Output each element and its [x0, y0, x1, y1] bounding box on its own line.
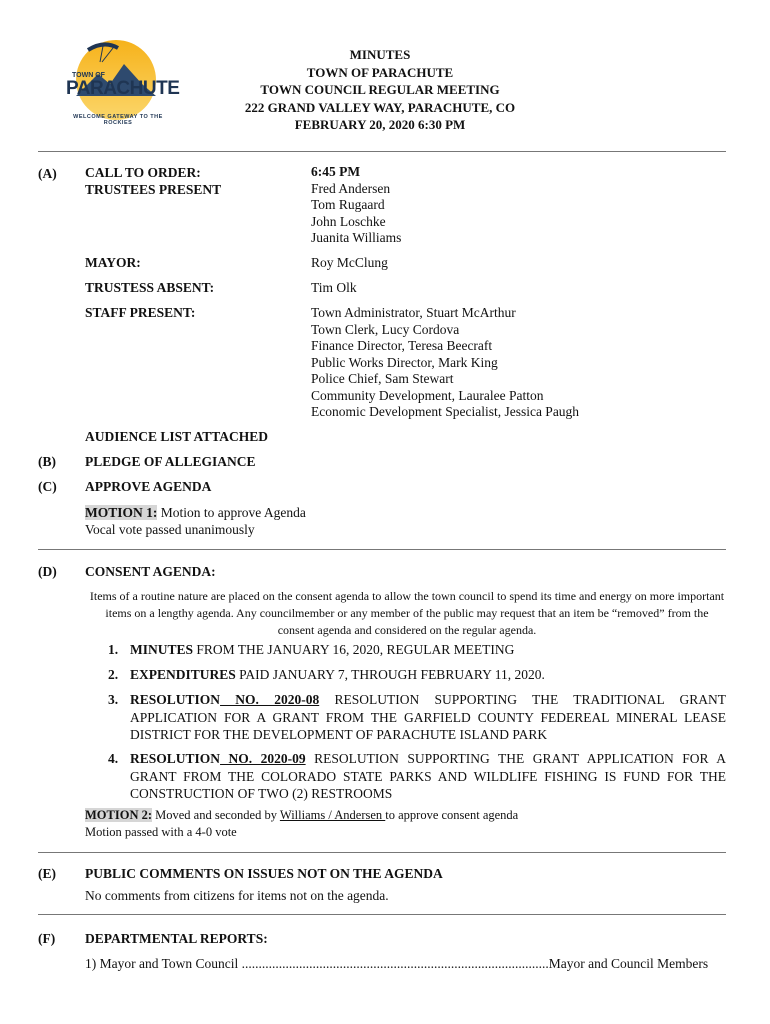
divider: [38, 151, 726, 152]
motion-1: [85, 505, 306, 521]
trustee-name: Juanita Williams: [311, 230, 402, 245]
absent-name: Tim Olk: [311, 280, 357, 295]
resolution-number: NO. 2020-08: [220, 692, 320, 707]
section-letter-d: (D): [38, 564, 57, 579]
staff-member: Public Works Director, Mark King: [311, 354, 498, 370]
report-item-title: Mayor and Town Council: [99, 956, 239, 971]
staff-label: STAFF PRESENT:: [85, 305, 196, 320]
call-time: 6:45 PM: [311, 164, 361, 179]
trustee-name: Fred Andersen: [311, 180, 391, 196]
motion-2: [85, 808, 518, 823]
motion-2-vote: Motion passed with a 4-0 vote: [85, 825, 237, 839]
consent-agenda-intro: Items of a routine nature are placed on the consent agenda to allow the town council to spend its time and energy on more important items on a lengthy agenda. Any councilmember or any member of the public may request that an item be “removed” from the consent agenda and considered on the regular agenda.: [89, 589, 725, 637]
item-text: FROM THE JANUARY 16, 2020, REGULAR MEETING: [193, 642, 515, 657]
consent-agenda-label: CONSENT AGENDA:: [85, 564, 216, 579]
section-letter-b: (B): [38, 454, 56, 469]
label-call-to-order: CALL TO ORDER:: [85, 165, 201, 180]
motion-2-text: Moved and seconded by: [152, 808, 280, 822]
item-number: 4.: [108, 751, 119, 766]
report-item: [85, 956, 721, 972]
item-text: PAID JANUARY 7, THROUGH FEBRUARY 11, 2020.: [235, 667, 545, 682]
item-title: EXPENDITURES: [130, 667, 236, 682]
mayor-name: Roy McClung: [311, 255, 388, 270]
staff-member: Town Administrator, Stuart McArthur: [311, 305, 516, 320]
mayor-label: MAYOR:: [85, 255, 141, 270]
departmental-reports-label: DEPARTMENTAL REPORTS:: [85, 931, 268, 946]
item-text: RESOLUTION SUPPORTING THE TRADITIONAL GRANT APPLICATION FOR A GRANT FROM THE GARFIELD COUNTY FEDEREAL MINERAL LEASE DISTRICT FOR THE DEVELOPMENT OF PARACHUTE ISLAND PARK: [130, 692, 726, 742]
staff-member: Community Development, Lauralee Patton: [311, 387, 544, 403]
item-number: 3.: [108, 692, 119, 707]
divider: [38, 549, 726, 550]
staff-member: Finance Director, Teresa Beecraft: [311, 338, 493, 353]
divider: [38, 852, 726, 853]
resolution-number: NO. 2020-09: [220, 751, 306, 766]
section-letter-e: (E): [38, 866, 56, 881]
trustee-name: John Loschke: [311, 213, 386, 229]
call-to-order-label: [85, 164, 221, 198]
motion-1-vote: Vocal vote passed unanimously: [85, 522, 255, 537]
section-letter-c: (C): [38, 479, 57, 494]
item-title: MINUTES: [130, 642, 194, 657]
staff-member: Town Clerk, Lucy Cordova: [311, 321, 460, 337]
logo-town-of: TOWN OF: [72, 72, 105, 79]
trustees-list: [311, 164, 401, 247]
section-letter-a: (A): [38, 166, 57, 181]
logo-tagline: WELCOME GATEWAY TO THE ROCKIES: [73, 114, 163, 126]
town-logo: [58, 34, 178, 149]
motion-1-label: MOTION 1:: [85, 505, 158, 520]
section-letter-f: (F): [38, 931, 56, 946]
item-text: RESOLUTION SUPPORTING THE GRANT APPLICATION FOR A GRANT FROM THE COLORADO STATE PARKS AND WILDLIFE FISHING IS FUND FOR THE CONSTRUCTION OF TWO (2) RESTROOMS: [130, 751, 726, 801]
public-comments-text: No comments from citizens for items not on the agenda.: [85, 888, 389, 903]
approve-agenda-label: APPROVE AGENDA: [85, 479, 212, 494]
document-header: [230, 46, 530, 134]
pledge-label: PLEDGE OF ALLEGIANCE: [85, 454, 256, 469]
audience-list-note: AUDIENCE LIST ATTACHED: [85, 429, 269, 444]
item-number: 2.: [108, 667, 119, 682]
divider: [38, 914, 726, 915]
staff-member: Police Chief, Sam Stewart: [311, 371, 454, 386]
motion-2-names: Williams / Andersen: [279, 808, 386, 822]
absent-label: TRUSTESS ABSENT:: [85, 280, 215, 295]
motion-2-label: MOTION 2:: [85, 808, 153, 822]
logo-name: PARACHUTE: [66, 78, 180, 99]
header-line: FEBRUARY 20, 2020 6:30 PM: [294, 117, 466, 132]
item-title: RESOLUTION: [130, 751, 221, 766]
item-number: 1.: [108, 642, 119, 657]
header-line: TOWN COUNCIL REGULAR MEETING: [260, 82, 500, 97]
trustee-name: Tom Rugaard: [311, 197, 385, 212]
label-trustees-present: TRUSTEES PRESENT: [85, 182, 222, 197]
report-item-number: 1): [85, 956, 97, 971]
leader-dots: ...........................................................................................: [241, 956, 549, 971]
staff-list: [311, 305, 579, 421]
header-line: 222 GRAND VALLEY WAY, PARACHUTE, CO: [244, 99, 516, 115]
staff-member: Economic Development Specialist, Jessica Paugh: [311, 404, 580, 419]
motion-1-text: Motion to approve Agenda: [157, 505, 306, 520]
header-line: TOWN OF PARACHUTE: [306, 64, 454, 80]
report-item-presenter: Mayor and Council Members: [548, 956, 709, 971]
public-comments-label: PUBLIC COMMENTS ON ISSUES NOT ON THE AGENDA: [85, 866, 443, 881]
motion-2-text: to approve consent agenda: [385, 808, 519, 822]
header-line: MINUTES: [349, 47, 411, 62]
item-title: RESOLUTION: [130, 692, 221, 707]
